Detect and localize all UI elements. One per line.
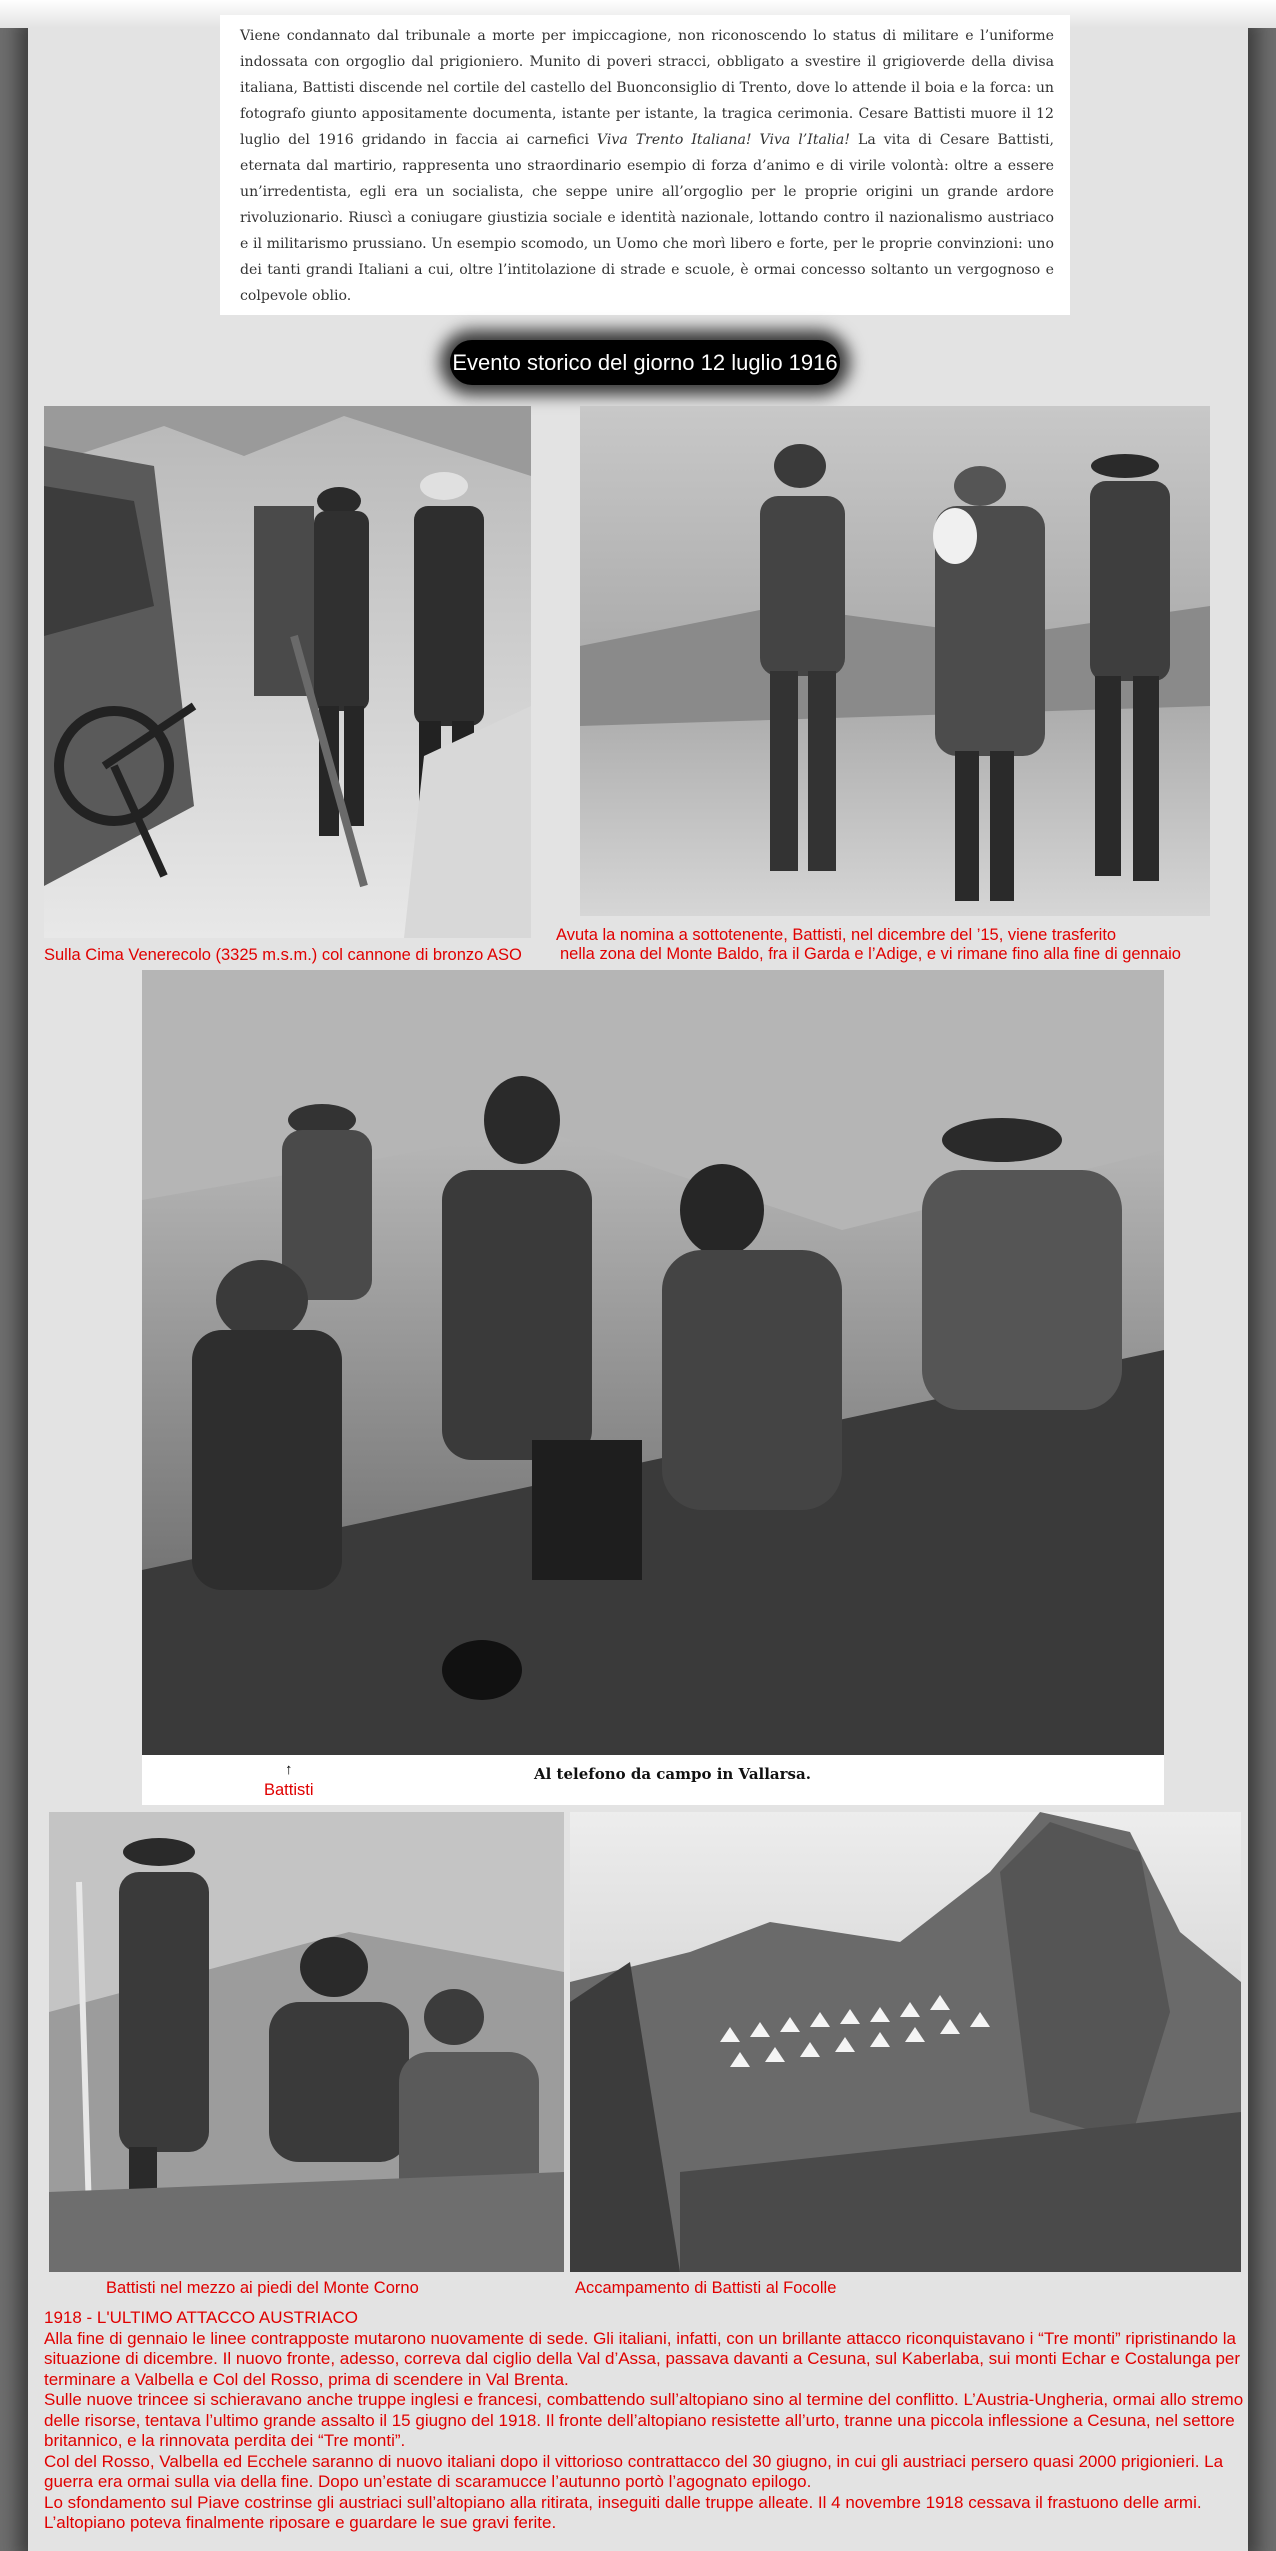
caption-photo5: Accampamento di Battisti al Focolle xyxy=(575,2279,837,2297)
intro-shout: Viva Trento Italiana! Viva l’Italia! xyxy=(596,132,850,148)
arrow-marker: ↑ xyxy=(285,1761,293,1778)
caption-photo4: Battisti nel mezzo ai piedi del Monte Corno xyxy=(106,2279,419,2297)
bottom-heading: 1918 - L'ULTIMO ATTACCO AUSTRIACO xyxy=(44,2308,359,2327)
photo-monte-corno xyxy=(49,1812,564,2272)
intro-rest: La vita di Cesare Battisti, eternata dal martirio, rappresenta uno straordinario esempio di forza d’animo e di virile volontà: oltre a essere un’irredentista, egli era un socialista, che seppe unire all’orgoglio per le proprie origini un grande ardore rivoluzionario. Riuscì a coniugare giustizia sociale e identità nazionale, lottando contro il nazionalismo austriaco e il militarismo prussiano. Un esempio scomodo, un Uomo che morì libero e forte, per le proprie convinzioni: uno dei tanti grandi Italiani a cui, oltre l’intitolazione di strade e scuole, è ormai concesso soltanto un vergognoso e colpevole oblio. xyxy=(240,132,1054,304)
printed-caption-vallarsa: Al telefono da campo in Vallarsa. xyxy=(534,1765,811,1783)
photo-telefono-vallarsa xyxy=(142,970,1164,1805)
caption-photo2-line2: nella zona del Monte Baldo, fra il Garda e l’Adige, e vi rimane fino alla fine di gennaio xyxy=(560,945,1181,963)
intro-lead: Viene condannato dal tribunale a morte per impiccagione, non riconoscendo lo status di militare e l’uniforme indossata con orgoglio dal prigioniero. Munito di poveri stracci, obbligato a svestire il grigioverde della divisa italiana, Battisti discende nel cortile del castello del Buonconsiglio di Trento, dove lo attende il boia e la forca: un fotografo giunto appositamente documenta, istante per istante, la tragica cerimonia. Cesare Battisti muore il 12 luglio del 1916 gridando in faccia ai carnefici xyxy=(240,28,1054,148)
intro-text-box xyxy=(220,15,1070,315)
bottom-paragraph-3: Col del Rosso, Valbella ed Ecchele saranno di nuovo italiani dopo il vittorioso contrattacco del 30 giugno, in cui gli austriaci persero quasi 2000 prigionieri. La guerra era ormai sulla via della fine. Dopo un’estate di scaramucce l’autunno portò l’agognato epilogo. xyxy=(44,2451,1224,2491)
battisti-marker: Battisti xyxy=(264,1781,314,1799)
bottom-paragraph-4: Lo sfondamento sul Piave costrinse gli austriaci sull’altopiano alla ritirata, inseguiti dalle truppe alleate. Il 4 novembre 1918 cessava il frastuono delle armi. L’altopiano poteva finalmente riposare e guardare le sue gravi ferite. xyxy=(44,2492,1202,2532)
caption-photo2-line1: Avuta la nomina a sottotenente, Battisti, nel dicembre del ’15, viene trasferito xyxy=(556,926,1117,944)
bottom-paragraph-1: Alla fine di gennaio le linee contrapposte mutarono nuovamente di sede. Gli italiani, infatti, con un brillante attacco riconquistavano i “Tre monti” ripristinando la situazione di dicembre. Il nuovo fronte, adesso, correva dal ciglio della Val d’Assa, passava davanti a Cesuna, sul Kaberlaba, sui monti Echar e Costalunga per terminare a Valbella e Col del Rosso, prima di scendere in Val Brenta. xyxy=(44,2328,1241,2389)
photo-officers-monte-baldo xyxy=(580,406,1210,916)
photo-cima-venerecolo xyxy=(44,406,531,938)
caption-photo1: Sulla Cima Venerecolo (3325 m.s.m.) col cannone di bronzo ASO xyxy=(44,946,522,964)
bottom-text-block xyxy=(44,2308,1244,2534)
photo-accampamento-focolle xyxy=(570,1812,1241,2272)
event-banner: Evento storico del giorno 12 luglio 1916 xyxy=(450,340,840,385)
bottom-paragraph-2: Sulle nuove trincee si schieravano anche truppe inglesi e francesi, combattendo sull’altopiano sino al termine del conflitto. L’Austria-Ungheria, ormai allo stremo delle risorse, tentava l’ultimo grande assalto il 15 giugno del 1918. Il fronte dell’altopiano resistette all’urto, tranne una piccola inflessione a Cesuna, nel settore britannico, e la rinnovata perdita dei “Tre monti”. xyxy=(44,2390,1244,2450)
